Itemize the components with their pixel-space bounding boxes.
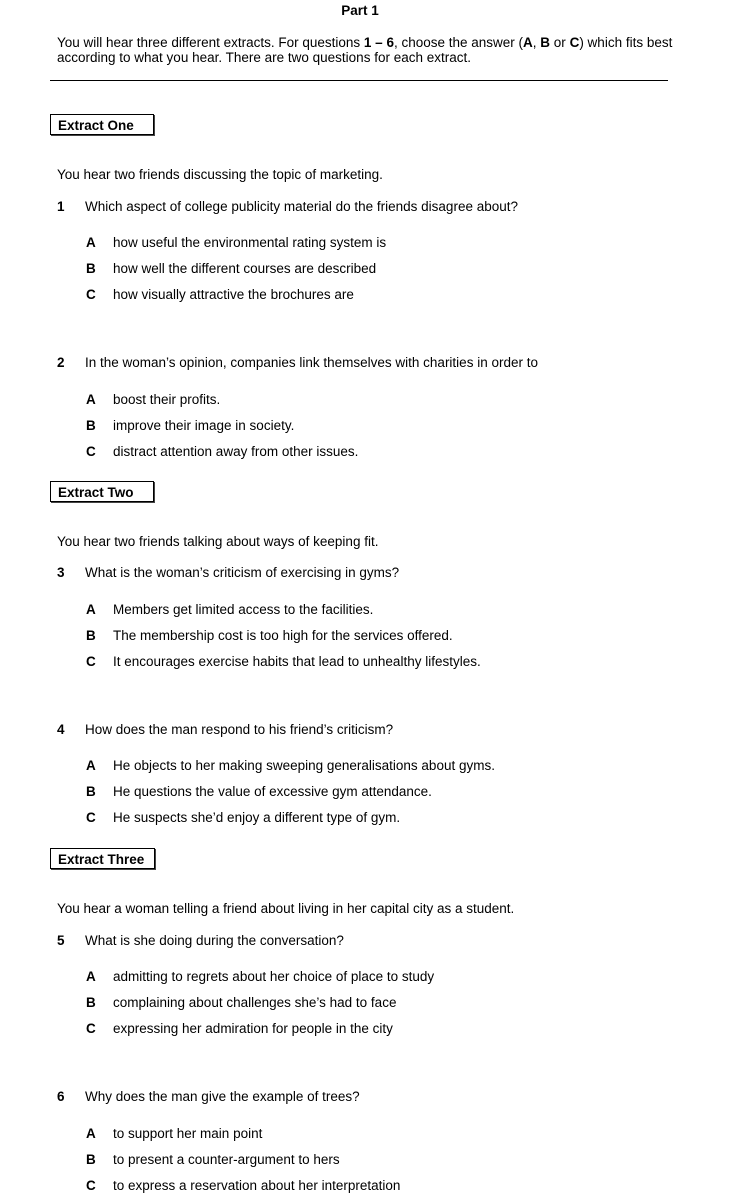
question-1-option-c-text[interactable]: how visually attractive the brochures are <box>113 287 354 302</box>
question-1-option-a-letter[interactable]: A <box>86 235 96 250</box>
question-5-option-a-text[interactable]: admitting to regrets about her choice of place to study <box>113 969 435 984</box>
question-4-number: 4 <box>57 722 65 737</box>
extract-one-label: Extract One <box>50 114 154 135</box>
question-2-option-c-text[interactable]: distract attention away from other issues. <box>113 444 359 459</box>
question-4-option-b-letter[interactable]: B <box>86 784 96 799</box>
question-2-option-c-letter[interactable]: C <box>86 444 96 459</box>
extract-two-label: Extract Two <box>50 481 154 502</box>
instructions <box>57 35 677 65</box>
question-3-option-a-letter[interactable]: A <box>86 602 96 617</box>
instructions-letter-b: B <box>540 35 551 50</box>
question-1-option-b-letter[interactable]: B <box>86 261 96 276</box>
question-3-option-b-text[interactable]: The membership cost is too high for the services offered. <box>113 628 453 643</box>
extract-two-situation: You hear two friends talking about ways of keeping fit. <box>57 534 379 549</box>
question-4-option-a-letter[interactable]: A <box>86 758 96 773</box>
question-4-option-c-letter[interactable]: C <box>86 810 96 825</box>
question-4-option-b-text[interactable]: He questions the value of excessive gym attendance. <box>113 784 432 799</box>
question-2-option-a-letter[interactable]: A <box>86 392 96 407</box>
question-6-text: Why does the man give the example of trees? <box>85 1089 360 1104</box>
instructions-text: , <box>532 35 541 50</box>
question-5-option-c-text[interactable]: expressing her admiration for people in the city <box>113 1021 393 1036</box>
extract-three-situation: You hear a woman telling a friend about living in her capital city as a student. <box>57 901 515 916</box>
extract-one-situation: You hear two friends discussing the topic of marketing. <box>57 167 383 182</box>
extract-three-label: Extract Three <box>50 848 155 869</box>
instructions-text: You will hear three different extracts. For questions <box>57 35 364 50</box>
question-2-number: 2 <box>57 355 65 370</box>
question-3-option-c-text[interactable]: It encourages exercise habits that lead to unhealthy lifestyles. <box>113 654 481 669</box>
question-6-option-b-letter[interactable]: B <box>86 1152 96 1167</box>
question-5-option-b-text[interactable]: complaining about challenges she’s had to face <box>113 995 397 1010</box>
question-6-option-c-letter[interactable]: C <box>86 1178 96 1193</box>
question-5-option-b-letter[interactable]: B <box>86 995 96 1010</box>
question-3-option-b-letter[interactable]: B <box>86 628 96 643</box>
instructions-letter-c: C <box>569 35 580 50</box>
question-1-option-b-text[interactable]: how well the different courses are described <box>113 261 377 276</box>
instructions-text: ) which fits best according to what you hear. There are two questions for each extract. <box>57 35 673 65</box>
question-1-text: Which aspect of college publicity material do the friends disagree about? <box>85 199 518 214</box>
question-3-text: What is the woman’s criticism of exercising in gyms? <box>85 565 400 580</box>
question-4-option-a-text[interactable]: He objects to her making sweeping generalisations about gyms. <box>113 758 495 773</box>
question-2-text: In the woman’s opinion, companies link themselves with charities in order to <box>85 355 538 370</box>
instructions-range: 1 – 6 <box>363 35 394 50</box>
question-6-option-b-text[interactable]: to present a counter-argument to hers <box>113 1152 340 1167</box>
question-6-option-a-text[interactable]: to support her main point <box>113 1126 263 1141</box>
instructions-text: or <box>550 35 570 50</box>
question-3-number: 3 <box>57 565 65 580</box>
question-6-number: 6 <box>57 1089 65 1104</box>
question-6-option-c-text[interactable]: to express a reservation about her interpretation <box>113 1178 401 1193</box>
question-1-option-a-text[interactable]: how useful the environmental rating system is <box>113 235 387 250</box>
question-3-option-c-letter[interactable]: C <box>86 654 96 669</box>
question-5-option-c-letter[interactable]: C <box>86 1021 96 1036</box>
question-4-option-c-text[interactable]: He suspects she’d enjoy a different type of gym. <box>113 810 401 825</box>
question-5-text: What is she doing during the conversation? <box>85 933 344 948</box>
question-4-text: How does the man respond to his friend’s criticism? <box>85 722 394 737</box>
question-5-number: 5 <box>57 933 65 948</box>
question-5-option-a-letter[interactable]: A <box>86 969 96 984</box>
question-2-option-b-text[interactable]: improve their image in society. <box>113 418 295 433</box>
question-1-number: 1 <box>57 199 65 214</box>
instructions-text: , choose the answer ( <box>393 35 524 50</box>
question-2-option-a-text[interactable]: boost their profits. <box>113 392 221 407</box>
instructions-letter-a: A <box>523 35 533 50</box>
question-3-option-a-text[interactable]: Members get limited access to the facilities. <box>113 602 374 617</box>
question-2-option-b-letter[interactable]: B <box>86 418 96 433</box>
divider-rule <box>50 80 668 81</box>
question-6-option-a-letter[interactable]: A <box>86 1126 96 1141</box>
question-1-option-c-letter[interactable]: C <box>86 287 96 302</box>
page-title: Part 1 <box>341 3 379 18</box>
